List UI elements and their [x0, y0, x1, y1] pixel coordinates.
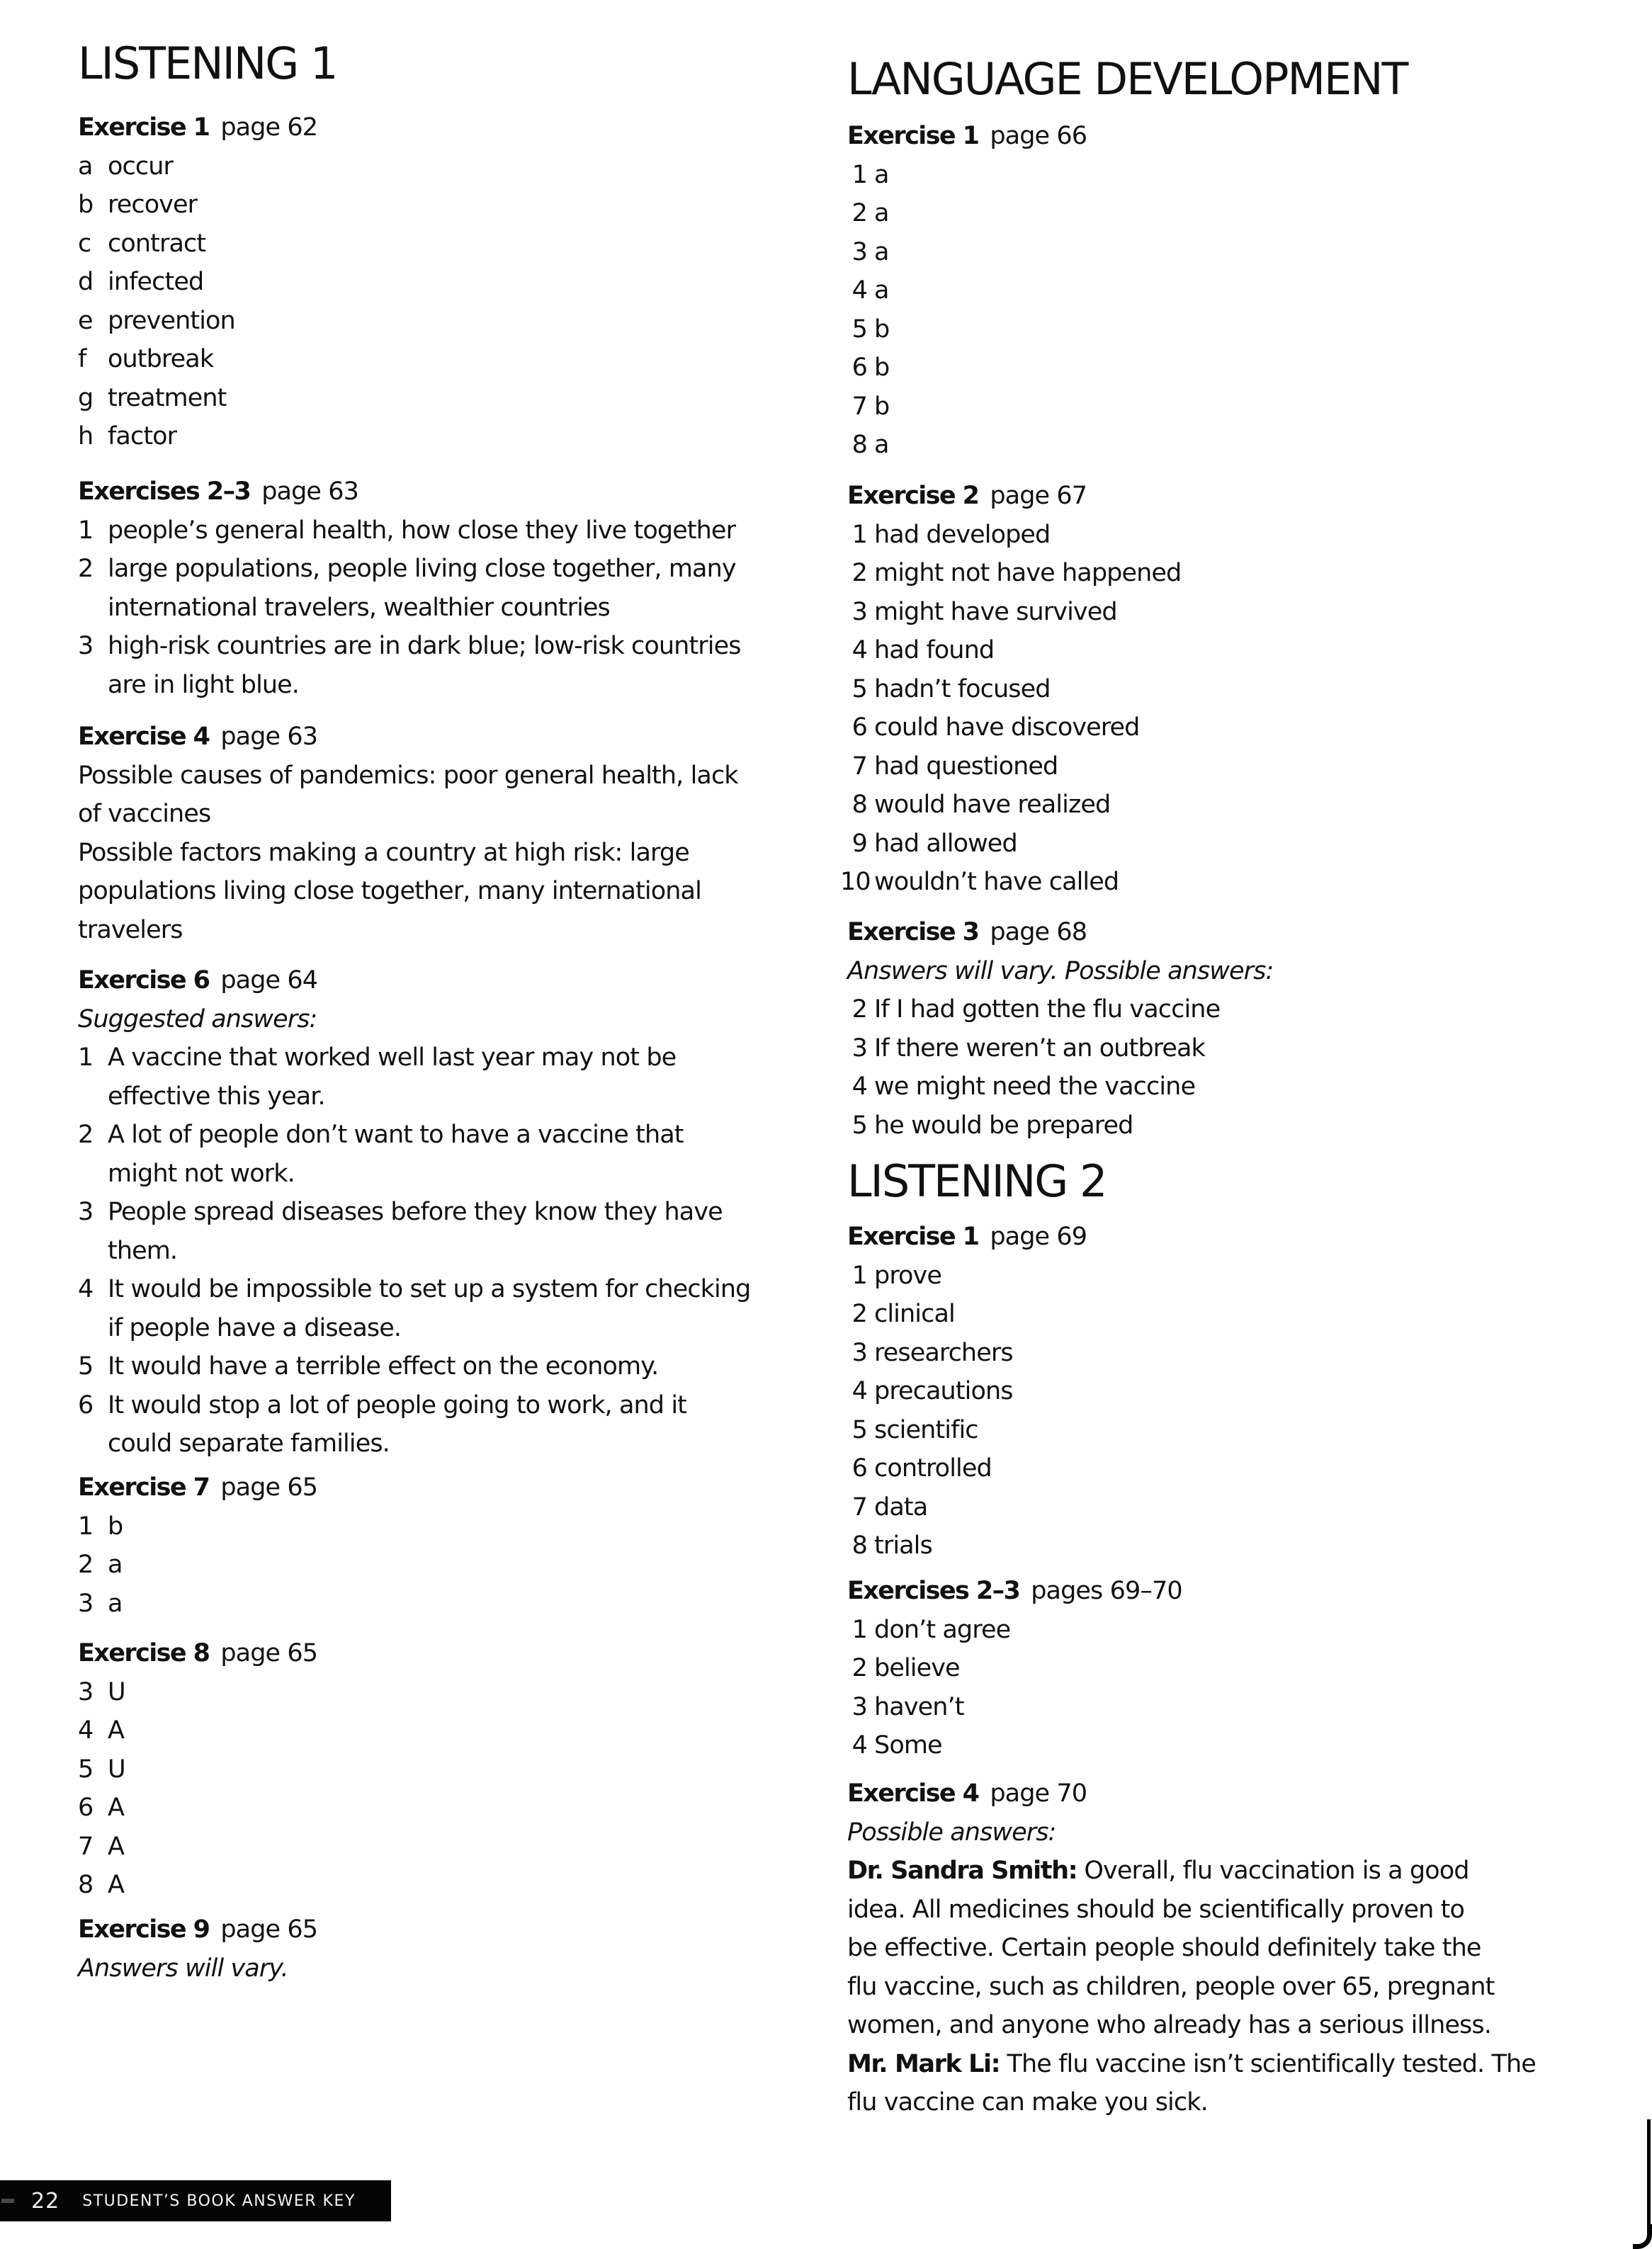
paragraph-text: Overall, flu vaccination is a good — [1077, 1857, 1469, 1885]
exercise-page-ref: page 63 — [220, 723, 318, 751]
answer-number: 3 — [78, 1198, 94, 1226]
answer-text: b — [874, 353, 890, 382]
answer-text: we might need the vaccine — [874, 1072, 1196, 1101]
answer-number: c — [78, 229, 91, 258]
answer-text: a — [874, 160, 889, 189]
section-title: LANGUAGE DEVELOPMENT — [847, 53, 1408, 105]
paragraph-text: The flu vaccine isn’t scientifically tested. The — [1000, 2049, 1536, 2078]
answer-item — [847, 1106, 1584, 1145]
answer-number: 8 — [852, 1531, 867, 1560]
answer-item — [847, 554, 1584, 593]
exercise-page-ref: page 66 — [990, 122, 1087, 150]
answer-text: large populations, people living close together, many — [108, 555, 736, 583]
answer-text: A — [108, 1871, 125, 1899]
answer-item — [78, 1546, 815, 1585]
answer-number: e — [78, 306, 93, 335]
answer-item — [847, 1334, 1584, 1373]
answer-item — [847, 990, 1584, 1029]
exercise-label: Exercises 2–3 — [78, 477, 251, 506]
answer-item — [847, 1726, 1584, 1765]
answer-text: data — [874, 1492, 928, 1522]
exercise-heading — [847, 1218, 1584, 1257]
answer-item — [847, 387, 1584, 426]
answer-number: 4 — [852, 1072, 867, 1101]
answer-number: f — [78, 345, 86, 373]
paragraph-line: of vaccines — [78, 800, 211, 828]
exercise-page-ref: page 67 — [990, 482, 1087, 510]
answer-number: 6 — [852, 713, 867, 742]
answer-number: b — [78, 191, 94, 219]
answer-item — [78, 379, 815, 418]
answer-number: 7 — [852, 752, 867, 781]
answer-text: It would stop a lot of people going to work, and it — [108, 1390, 686, 1420]
paragraph-text: idea. All medicines should be scientifically proven to — [847, 1895, 1464, 1924]
exercise-heading — [78, 108, 815, 147]
answer-item — [78, 1673, 815, 1712]
answer-item — [847, 271, 1584, 310]
exercise-4-block — [78, 718, 815, 949]
answer-text: People spread diseases before they know they have — [108, 1198, 723, 1226]
answer-number: 4 — [852, 636, 867, 664]
answer-text: wouldn’t have called — [874, 868, 1119, 896]
exercise-label: Exercise 1 — [847, 1223, 979, 1251]
answer-text: a — [874, 237, 889, 266]
left-column — [78, 0, 815, 2244]
answer-item — [78, 225, 815, 264]
answer-continuation — [78, 589, 815, 628]
answer-number: 8 — [78, 1871, 94, 1899]
footer-title: STUDENT’S BOOK ANSWER KEY — [82, 2192, 356, 2210]
exercise-3-block — [847, 913, 1584, 1145]
answer-text: might have survived — [874, 597, 1117, 626]
answer-text: Some — [874, 1731, 942, 1760]
exercise-heading — [78, 718, 815, 757]
answer-item — [78, 1866, 815, 1905]
exercise-7-block — [78, 1468, 815, 1623]
answer-number: 3 — [852, 1033, 867, 1063]
answer-item — [78, 511, 815, 550]
answer-text: had questioned — [874, 752, 1058, 781]
exercise-heading — [847, 477, 1584, 516]
answer-number: 9 — [852, 829, 867, 858]
answer-text: recover — [108, 191, 198, 219]
answer-text: are in light blue. — [108, 670, 300, 699]
answer-text: had allowed — [874, 829, 1017, 858]
section-title: LISTENING 1 — [78, 38, 337, 89]
answer-continuation — [78, 1155, 815, 1194]
answer-number: 4 — [78, 1275, 94, 1303]
answer-number: 3 — [78, 1589, 94, 1618]
answer-text: hadn’t focused — [874, 674, 1051, 703]
answer-item — [78, 1711, 815, 1750]
paragraph-line — [847, 1968, 1584, 2007]
answer-number: 2 — [852, 199, 867, 227]
page-number: 22 — [31, 2188, 60, 2214]
answer-number: 1 — [852, 1615, 867, 1644]
exercise-heading — [847, 117, 1584, 156]
exercise-4-block — [847, 1774, 1584, 2122]
answer-text: might not have happened — [874, 559, 1182, 587]
answer-number: 5 — [78, 1352, 94, 1381]
answer-number: 5 — [852, 674, 867, 703]
speaker-name: Mr. Mark Li: — [847, 2049, 1000, 2078]
answer-item — [847, 670, 1584, 709]
exercise-page-ref: page 68 — [990, 918, 1087, 946]
footer-bar — [0, 2180, 391, 2221]
answer-number: 2 — [852, 995, 867, 1024]
paragraph-line — [847, 1929, 1584, 1968]
answer-number: 3 — [852, 237, 867, 266]
answer-item — [847, 825, 1584, 863]
answer-item — [847, 156, 1584, 195]
answer-text: would have realized — [874, 791, 1111, 819]
answer-item — [847, 1067, 1584, 1106]
answer-number: 2 — [852, 1654, 867, 1682]
answer-text: could have discovered — [874, 713, 1140, 742]
answer-number: 2 — [78, 1551, 94, 1579]
exercise-heading — [78, 961, 815, 1000]
answer-text: A — [108, 1794, 125, 1822]
answer-text: high-risk countries are in dark blue; low-risk countries — [108, 632, 741, 660]
exercise-page-ref: page 65 — [220, 1473, 318, 1502]
exercise-label: Exercise 1 — [847, 122, 979, 150]
answer-number: g — [78, 383, 94, 412]
answer-number: 1 — [78, 1512, 94, 1541]
exercise-1-block — [847, 117, 1584, 465]
exercise-label: Exercise 1 — [78, 113, 210, 142]
exercise-label: Exercise 4 — [78, 723, 210, 751]
answer-text: if people have a disease. — [108, 1313, 402, 1342]
scan-edge-corner — [1633, 2224, 1652, 2249]
answer-item — [78, 263, 815, 302]
exercise-heading — [847, 1572, 1584, 1611]
answer-item — [78, 1386, 815, 1425]
answer-number: 6 — [78, 1794, 94, 1822]
answer-number: 3 — [852, 597, 867, 626]
paragraph-text: women, and anyone who already has a serious illness. — [847, 2011, 1491, 2039]
answer-text: A — [108, 1716, 125, 1745]
answer-text: It would be impossible to set up a system for checking — [108, 1275, 751, 1303]
answer-text: A vaccine that worked well last year may not be — [108, 1043, 677, 1072]
answer-number: 5 — [78, 1755, 94, 1784]
answer-text: believe — [874, 1654, 960, 1682]
answer-item — [847, 194, 1584, 233]
exercise-page-ref: page 70 — [990, 1779, 1087, 1808]
answer-item — [847, 1257, 1584, 1296]
answer-text: If I had gotten the flu vaccine — [874, 995, 1221, 1024]
exercise-8-block — [78, 1634, 815, 1905]
answer-number: 3 — [852, 1692, 867, 1721]
answer-number: 8 — [852, 431, 867, 459]
answer-number: 4 — [78, 1716, 94, 1745]
answer-item — [847, 631, 1584, 670]
answer-number: a — [78, 152, 93, 181]
answer-text: had found — [874, 636, 995, 664]
exercise-page-ref: page 62 — [220, 113, 318, 142]
exercise-label: Exercise 7 — [78, 1473, 210, 1502]
scan-mark — [1, 2199, 14, 2203]
answer-text: a — [108, 1551, 123, 1579]
answer-number: 10 — [840, 868, 871, 896]
answer-item — [847, 1372, 1584, 1411]
paragraph-line — [847, 2045, 1584, 2084]
answer-number: 8 — [852, 791, 867, 819]
answer-text: might not work. — [108, 1159, 295, 1188]
answer-item — [78, 1193, 815, 1232]
answer-number: 7 — [852, 1492, 867, 1522]
answer-item — [847, 708, 1584, 747]
answer-item — [840, 863, 1584, 902]
answer-item — [78, 1585, 815, 1624]
answer-number: 2 — [852, 559, 867, 587]
answer-number: 4 — [852, 1377, 867, 1405]
exercise-page-ref: page 64 — [220, 966, 318, 995]
section-listening-1 — [78, 35, 815, 92]
answer-number: 1 — [852, 160, 867, 189]
paragraph-line — [847, 2083, 1584, 2122]
answer-item — [78, 1347, 815, 1386]
answer-item — [78, 1038, 815, 1077]
answer-item — [847, 426, 1584, 465]
answer-note: Possible answers: — [847, 1818, 1056, 1847]
exercise-page-ref: page 65 — [220, 1915, 318, 1944]
answer-number: d — [78, 268, 94, 296]
section-title: LISTENING 2 — [847, 1155, 1107, 1207]
answer-item — [847, 349, 1584, 387]
answer-text: a — [874, 431, 889, 459]
answer-item — [78, 1750, 815, 1789]
answer-number: 5 — [852, 315, 867, 344]
answer-number: 7 — [78, 1832, 94, 1861]
exercises-2-3-block — [78, 472, 815, 704]
answer-continuation — [78, 666, 815, 705]
answer-item — [847, 593, 1584, 632]
answer-number: 3 — [78, 632, 94, 660]
exercise-page-ref: page 69 — [990, 1223, 1087, 1251]
answer-item — [847, 516, 1584, 555]
answer-item — [847, 1449, 1584, 1488]
answer-text: trials — [874, 1531, 932, 1560]
answer-item — [847, 1688, 1584, 1727]
answer-item — [78, 302, 815, 341]
answer-item — [78, 186, 815, 225]
section-listening-2 — [847, 1153, 1584, 1210]
answer-text: factor — [108, 422, 177, 451]
answer-text: scientific — [874, 1415, 978, 1444]
answer-text: U — [108, 1677, 125, 1706]
answer-item — [847, 747, 1584, 786]
paragraph-line: Possible causes of pandemics: poor general health, lack — [78, 761, 738, 790]
answer-item — [847, 233, 1584, 272]
exercise-label: Exercises 2–3 — [847, 1577, 1020, 1605]
answer-text: outbreak — [108, 345, 214, 373]
answer-item — [847, 786, 1584, 825]
answer-number: 6 — [852, 1454, 867, 1483]
answer-number: 1 — [852, 520, 867, 549]
answer-number: 6 — [852, 353, 867, 382]
exercise-heading — [78, 1468, 815, 1507]
answer-item — [78, 550, 815, 589]
answer-text: a — [874, 199, 889, 227]
exercise-6-block — [78, 961, 815, 1463]
exercise-2-block — [840, 477, 1584, 902]
answer-text: them. — [108, 1236, 178, 1265]
answer-text: people’s general health, how close they live together — [108, 516, 736, 545]
answer-text: he would be prepared — [874, 1111, 1133, 1140]
answer-number: 2 — [78, 555, 94, 583]
answer-number: 2 — [78, 1121, 94, 1149]
answer-number: 1 — [852, 1261, 867, 1290]
exercise-page-ref: page 63 — [261, 477, 359, 506]
answer-number: 1 — [78, 516, 94, 545]
exercise-label: Exercise 9 — [78, 1915, 210, 1944]
answer-text: A — [108, 1832, 125, 1861]
answer-item — [78, 417, 815, 456]
exercise-label: Exercise 6 — [78, 966, 210, 995]
answer-text: infected — [108, 268, 204, 296]
answer-text: a — [874, 276, 889, 305]
answer-text: controlled — [874, 1454, 992, 1483]
answer-text: a — [108, 1589, 123, 1618]
answer-text: U — [108, 1755, 125, 1784]
paragraph-text: flu vaccine can make you sick. — [847, 2088, 1208, 2117]
paragraph-text: be effective. Certain people should definitely take the — [847, 1934, 1481, 1962]
answer-text: b — [874, 392, 890, 421]
exercises-2-3-block — [847, 1572, 1584, 1765]
answer-item — [847, 1295, 1584, 1334]
exercise-page-ref: page 65 — [220, 1639, 318, 1667]
answer-text: effective this year. — [108, 1082, 325, 1111]
answer-number: 4 — [852, 276, 867, 305]
answer-note: Answers will vary. — [78, 1954, 288, 1983]
answer-text: haven’t — [874, 1692, 964, 1721]
paragraph-line: populations living close together, many international — [78, 877, 701, 905]
answer-continuation — [78, 1424, 815, 1463]
answer-number: h — [78, 422, 94, 451]
paragraph-line — [847, 1852, 1584, 1891]
answer-item — [847, 310, 1584, 349]
exercise-heading — [78, 472, 815, 511]
answer-number: 1 — [78, 1043, 94, 1072]
answer-note: Answers will vary. Possible answers: — [847, 956, 1274, 985]
exercise-label: Exercise 4 — [847, 1779, 979, 1808]
answer-item — [847, 1649, 1584, 1688]
answer-item — [847, 1611, 1584, 1650]
exercise-label: Exercise 8 — [78, 1639, 210, 1667]
right-column — [840, 0, 1584, 2244]
answer-text: prevention — [108, 306, 235, 335]
answer-text: don’t agree — [874, 1615, 1011, 1644]
paragraph-line: Possible factors making a country at high risk: large — [78, 838, 689, 867]
answer-text: clinical — [874, 1300, 955, 1328]
answer-text: If there weren’t an outbreak — [874, 1033, 1205, 1063]
answer-item — [78, 1116, 815, 1155]
answer-text: contract — [108, 229, 206, 258]
answer-number: 5 — [852, 1111, 867, 1140]
paragraph-text: flu vaccine, such as children, people over 65, pregnant — [847, 1972, 1495, 2001]
speaker-name: Dr. Sandra Smith: — [847, 1857, 1077, 1885]
answer-item — [78, 1789, 815, 1828]
exercise-heading — [78, 1634, 815, 1673]
answer-item — [847, 1411, 1584, 1450]
answer-continuation — [78, 1309, 815, 1348]
answer-note: Suggested answers: — [78, 1004, 317, 1033]
answer-number: 3 — [78, 1677, 94, 1706]
exercise-9-block — [78, 1910, 815, 1988]
answer-item — [78, 627, 815, 666]
answer-item — [78, 1507, 815, 1546]
answer-number: 4 — [852, 1731, 867, 1760]
answer-number: 6 — [78, 1390, 94, 1420]
paragraph-line — [847, 2006, 1584, 2045]
answer-text: had developed — [874, 520, 1051, 549]
answer-text: It would have a terrible effect on the economy. — [108, 1352, 659, 1381]
answer-text: could separate families. — [108, 1429, 390, 1458]
answer-text: b — [108, 1512, 123, 1541]
answer-number: 7 — [852, 392, 867, 421]
answer-text: A lot of people don’t want to have a vaccine that — [108, 1121, 684, 1149]
exercise-label: Exercise 3 — [847, 918, 979, 946]
answer-item — [78, 1270, 815, 1309]
paragraph-line: travelers — [78, 915, 183, 944]
answer-text: researchers — [874, 1338, 1013, 1367]
answer-continuation — [78, 1232, 815, 1271]
section-language-development — [847, 51, 1584, 108]
answer-text: international travelers, wealthier countries — [108, 593, 610, 622]
answer-item — [78, 340, 815, 379]
answer-number: 3 — [852, 1338, 867, 1367]
answer-number: 2 — [852, 1300, 867, 1328]
answer-text: treatment — [108, 383, 227, 412]
answer-item — [847, 1488, 1584, 1527]
answer-item — [78, 1828, 815, 1866]
exercise-label: Exercise 2 — [847, 482, 979, 510]
answer-item — [847, 1029, 1584, 1068]
answer-item — [847, 1526, 1584, 1565]
answer-text: b — [874, 315, 890, 344]
exercise-page-ref: pages 69–70 — [1031, 1577, 1182, 1605]
paragraph-line — [847, 1891, 1584, 1930]
exercise-heading — [847, 1774, 1584, 1813]
exercise-heading — [847, 913, 1584, 952]
answer-item — [78, 147, 815, 186]
exercise-1-block — [78, 108, 815, 456]
answer-number: 5 — [852, 1415, 867, 1444]
answer-text: occur — [108, 152, 173, 181]
exercise-heading — [78, 1910, 815, 1949]
exercise-1-block — [847, 1218, 1584, 1565]
answer-text: prove — [874, 1261, 941, 1290]
answer-text: precautions — [874, 1377, 1013, 1405]
answer-continuation — [78, 1077, 815, 1116]
